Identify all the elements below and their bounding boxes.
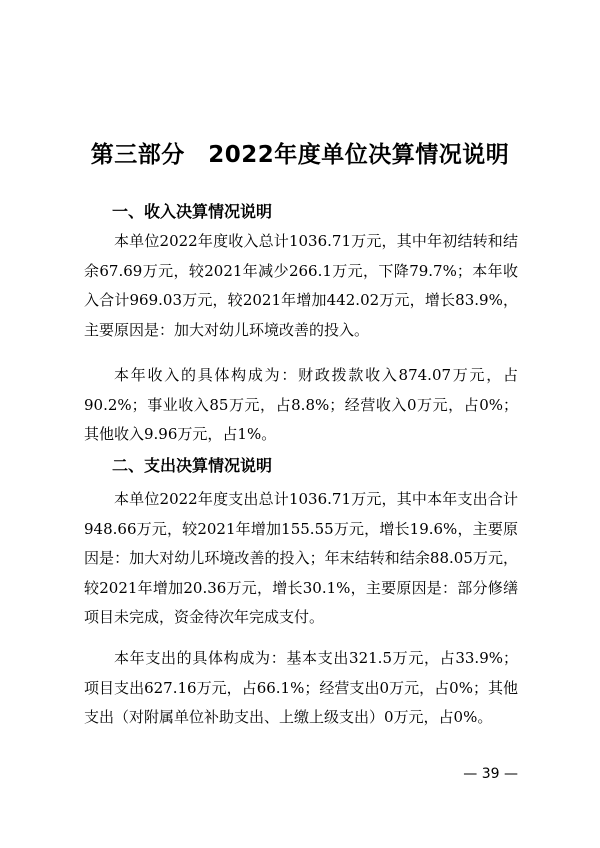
expense-summary-paragraph: 本单位2022年度支出总计1036.71万元，其中本年支出合计948.66万元，较2021年增加155.55万元，增长19.6%，主要原因是：加大对幼儿环境改善的投入；年末结转和结余88.05万元，较2021年增加20.36万元，增长30.1%，主要原因是：部分修缮项目未完成，资金待次年完成支付。 [84,490,518,626]
income-summary-paragraph: 本单位2022年度收入总计1036.71万元，其中年初结转和结余67.69万元，较2021年减少266.1万元，下降79.7%；本年收入合计969.03万元，较2021年增加442.02万元，增长83.9%，主要原因是：加大对幼儿环境改善的投入。 [84,232,518,339]
section-heading-expense: 二、支出决算情况说明 [112,456,273,475]
page-number: — 39 — [463,766,518,782]
section-heading-income: 一、收入决算情况说明 [112,202,273,221]
income-composition-paragraph: 本年收入的具体构成为：财政拨款收入874.07万元，占90.2%；事业收入85万元，占8.8%；经营收入0万元，占0%；其他收入9.96万元，占1%。 [84,366,518,443]
expense-composition-paragraph: 本年支出的具体构成为：基本支出321.5万元，占33.9%；项目支出627.16万元，占66.1%；经营支出0万元，占0%；其他支出（对附属单位补助支出、上缴上级支出）0万元，占0%。 [84,649,518,726]
page-title: 第三部分 2022年度单位决算情况说明 [90,142,510,168]
